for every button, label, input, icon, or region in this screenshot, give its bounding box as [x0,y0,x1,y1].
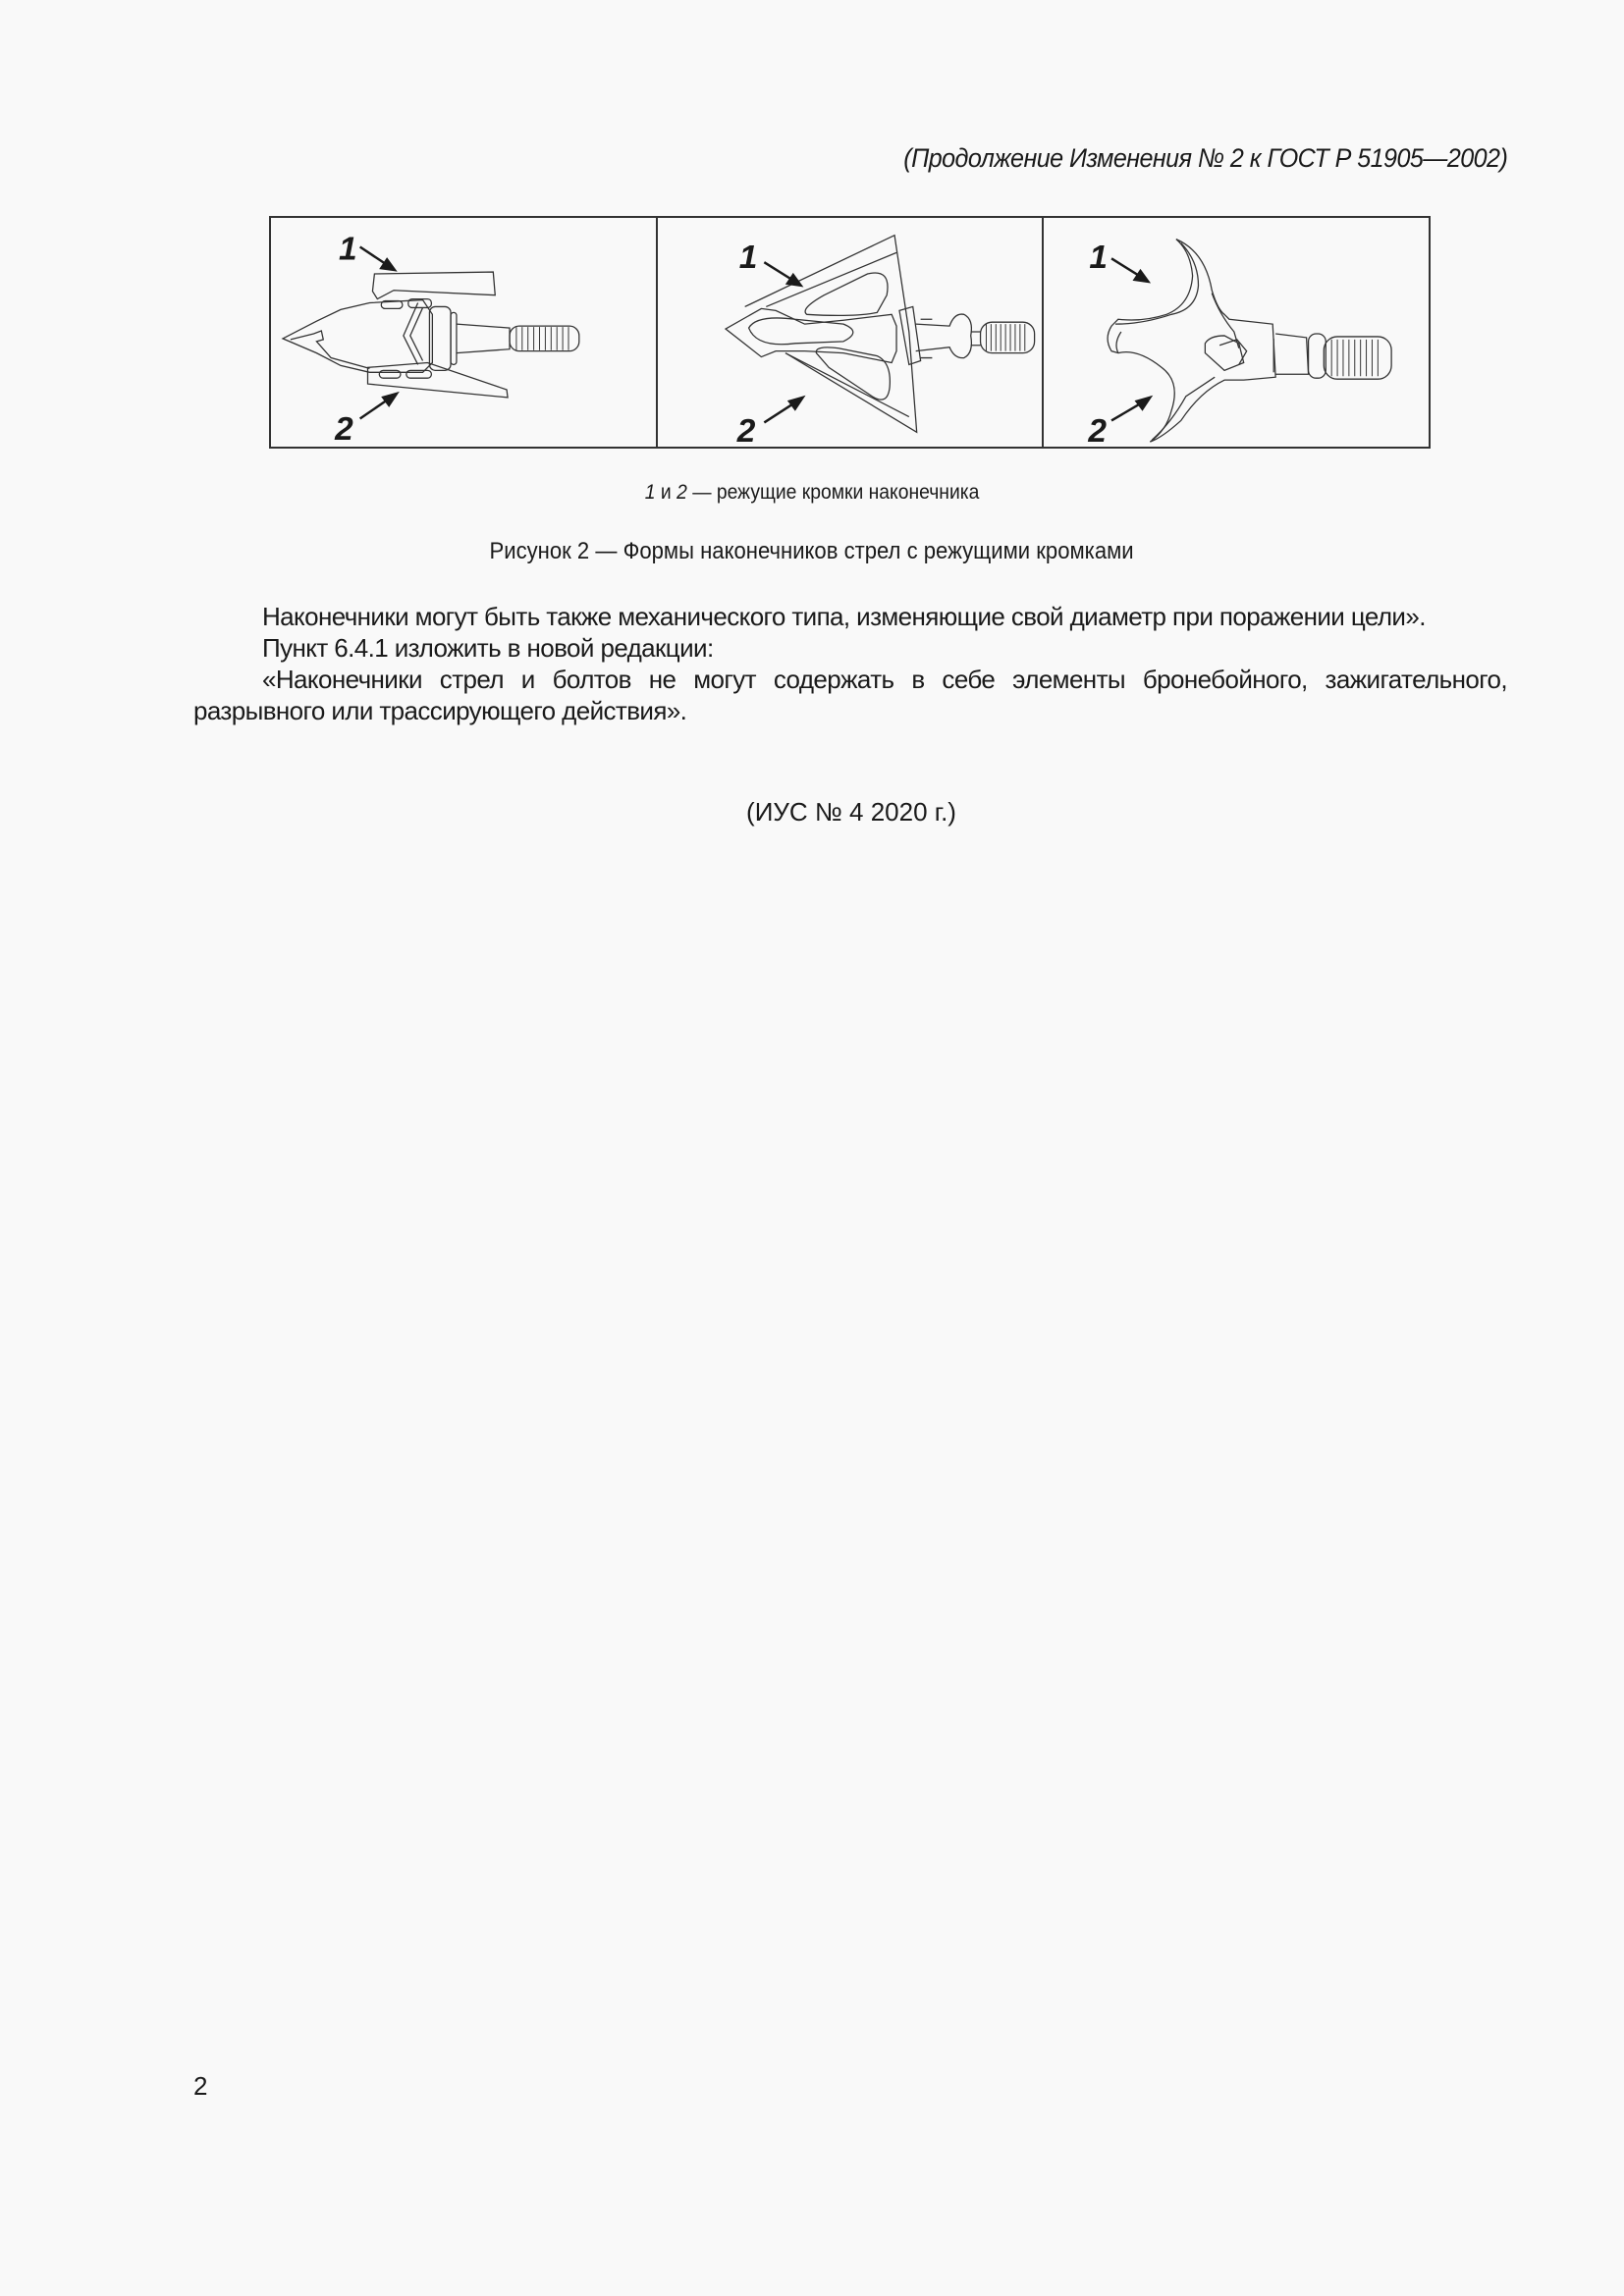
broadhead-curved-illustration [1044,218,1429,447]
label-2: 2 [1088,413,1108,447]
label-2: 2 [335,411,353,447]
figure-caption [0,538,1624,565]
figure-panel-1 [271,218,656,447]
body-text [193,601,1507,726]
legend-conjunction: и [655,481,677,504]
broadhead-triangular-illustration [658,218,1043,447]
page-number: 2 [193,2071,208,2101]
paragraph-2: Пункт 6.4.1 изложить в новой редакции: [262,633,714,663]
figure-panel-2 [656,218,1043,447]
legend-number-2: 2 [676,481,687,504]
paragraph-3: «Наконечники стрел и болтов не могут содержать в себе элементы бронебойного, зажигательного, разрывного или трассирующего действия». [193,665,1507,725]
figure-panel-3 [1042,218,1429,447]
legend-number-1: 1 [644,481,656,504]
ius-note: (ИУС № 4 2020 г.) [746,797,956,827]
legend-text: — режущие кромки наконечника [686,481,980,504]
label-1: 1 [1089,240,1109,277]
label-2: 2 [736,413,756,447]
figure-title: Рисунок 2 — Формы наконечников стрел с режущими кромками [489,538,1135,564]
figure-2-illustrations [269,216,1431,449]
figure-legend [0,481,1624,505]
broadhead-mechanical-illustration [271,218,656,447]
label-1: 1 [738,240,758,277]
ius-reference [0,797,1624,828]
paragraph-1: Наконечники могут быть также механического типа, изменяющие свой диаметр при поражении цели». [262,602,1426,631]
continuation-header: (Продолжение Изменения № 2 к ГОСТ Р 51905—2002) [903,143,1507,173]
label-1: 1 [339,231,357,268]
